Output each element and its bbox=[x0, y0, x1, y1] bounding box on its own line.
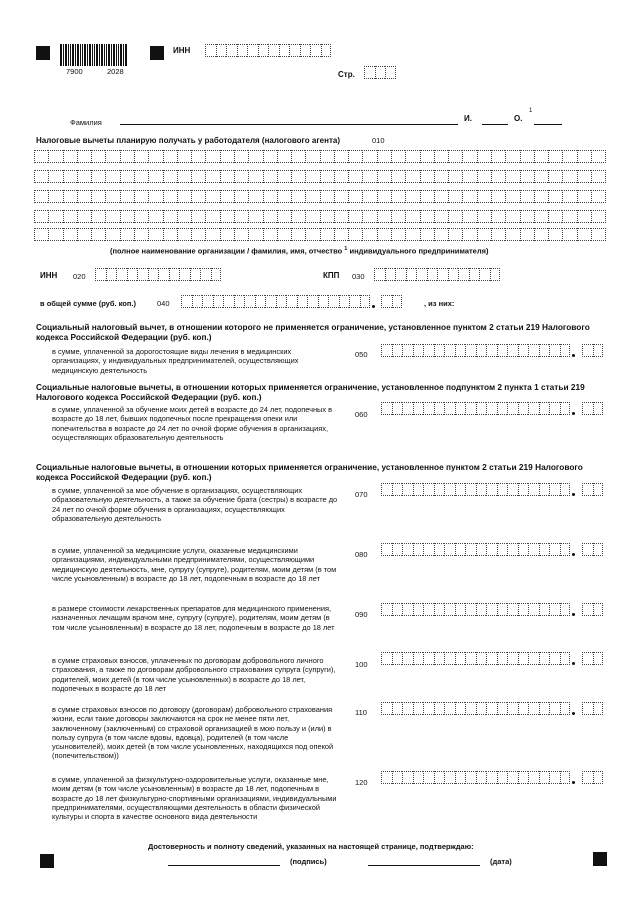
employer-name-row-1[interactable] bbox=[34, 150, 606, 163]
barcode bbox=[60, 44, 140, 66]
employer-name-row-5[interactable] bbox=[34, 228, 606, 241]
line-090-kopeks-cells[interactable] bbox=[582, 603, 603, 616]
total-amount-rubles-cells[interactable] bbox=[181, 295, 370, 308]
employer-kpp-cells[interactable] bbox=[374, 268, 500, 281]
employer-caption-text: (полное наименование организации / фамилия, имя, отчество bbox=[110, 246, 343, 256]
line-070-text: в сумме, уплаченной за мое обучение в организациях, осуществляющих образовательную деятельность, а также за обучение брата (сестры) в возрасте до 24 лет по очной форме обучения в организациях, осуществляющих образовательную деятельность bbox=[52, 486, 338, 523]
employer-name-row-4[interactable] bbox=[34, 210, 606, 223]
line-070-kopeks-cells[interactable] bbox=[582, 483, 603, 496]
line-070-decimal-point bbox=[572, 493, 575, 496]
line-100-code: 100 bbox=[355, 660, 368, 669]
registration-marker-top-left bbox=[36, 46, 50, 60]
total-amount-label: в общей сумме (руб. коп.) bbox=[40, 299, 136, 308]
line-080-text: в сумме, уплаченной за медицинские услуги, оказанные медицинскими организациями, индивидуальными предпринимателями, осуществляющими медицинскую деятельность, мне, супругу (супруге), родителям, моим детям (в том числе усыновленным) в возрасте до 18 лет, подопечным в возрасте до 18 лет bbox=[52, 546, 337, 583]
total-amount-decimal-point bbox=[372, 305, 375, 308]
line-080-rubles-cells[interactable] bbox=[381, 543, 570, 556]
line-100-kopeks-cells[interactable] bbox=[582, 652, 603, 665]
total-amount-tail: , из них: bbox=[424, 299, 455, 308]
registration-marker-top-mid bbox=[150, 46, 164, 60]
barcode-number-left: 7900 bbox=[66, 67, 83, 76]
employer-name-row-3[interactable] bbox=[34, 190, 606, 203]
line-110-text: в сумме страховых взносов по договору (договорам) добровольного страхования жизни, если такие договоры заключаются на срок не менее пяти лет, заключенному (заключенным) со страховой организацией в мою пользу и (или) в пользу супруга (в том числе вдовы, вдовца), родителей (в том числе усыновителей), моих детей (в том числе усыновленных, находящихся под опекой (попечительством)) bbox=[52, 705, 334, 761]
section-2-title: Социальные налоговые вычеты, в отношении которых применяется ограничение, установленное подпунктом 2 пункта 1 статьи 219 Налогового кодекса Российской Федерации (руб. коп.) bbox=[36, 382, 585, 402]
line-090-text: в размере стоимости лекарственных препаратов для медицинского применения, назначенных лечащим врачом мне, супругу (супруге), родителям, моим детям (в том числе усыновленным) в возрасте до 18 лет, подопечным в возрасте до 18 лет bbox=[52, 604, 335, 632]
registration-marker-bottom-right bbox=[593, 852, 607, 866]
page-number-label: Стр. bbox=[338, 70, 355, 79]
line-060-rubles-cells[interactable] bbox=[381, 402, 570, 415]
registration-marker-bottom-left bbox=[40, 854, 54, 868]
line-090-code: 090 bbox=[355, 610, 368, 619]
line-070-rubles-cells[interactable] bbox=[381, 483, 570, 496]
initial-o-field[interactable] bbox=[534, 124, 562, 125]
signature-field[interactable] bbox=[168, 865, 280, 866]
employer-inn-cells[interactable] bbox=[95, 268, 221, 281]
line-110-kopeks-cells[interactable] bbox=[582, 702, 603, 715]
line-080-kopeks-cells[interactable] bbox=[582, 543, 603, 556]
line-100-rubles-cells[interactable] bbox=[381, 652, 570, 665]
initial-footnote: 1 bbox=[529, 108, 533, 114]
header-inn-label: ИНН bbox=[173, 46, 191, 55]
initial-i-label: И. bbox=[464, 114, 472, 123]
date-field[interactable] bbox=[368, 865, 480, 866]
line-060-kopeks-cells[interactable] bbox=[582, 402, 603, 415]
line-100-decimal-point bbox=[572, 662, 575, 665]
line-120-decimal-point bbox=[572, 781, 575, 784]
line-060-decimal-point bbox=[572, 412, 575, 415]
line-090-rubles-cells[interactable] bbox=[381, 603, 570, 616]
line-050-text: в сумме, уплаченной за дорогостоящие виды лечения в медицинских организациях, у индивидуальных предпринимателей, осуществляющих медицинскую деятельность bbox=[52, 347, 299, 375]
employer-kpp-code: 030 bbox=[352, 272, 365, 281]
confirmation-statement: Достоверность и полноту сведений, указанных на настоящей странице, подтверждаю: bbox=[148, 842, 474, 851]
surname-field[interactable] bbox=[120, 124, 458, 125]
header-inn-cells[interactable] bbox=[205, 44, 331, 57]
line-110-rubles-cells[interactable] bbox=[381, 702, 570, 715]
line-120-rubles-cells[interactable] bbox=[381, 771, 570, 784]
employer-intro-text: Налоговые вычеты планирую получать у работодателя (налогового агента) bbox=[36, 136, 340, 145]
line-090-decimal-point bbox=[572, 613, 575, 616]
line-120-kopeks-cells[interactable] bbox=[582, 771, 603, 784]
line-080-decimal-point bbox=[572, 553, 575, 556]
employer-caption-tail: индивидуального предпринимателя) bbox=[349, 246, 489, 256]
total-amount-code: 040 bbox=[157, 299, 170, 308]
signature-label: (подпись) bbox=[290, 857, 327, 866]
line-060-text: в сумме, уплаченной за обучение моих детей в возрасте до 24 лет, подопечных в возрасте до 18 лет, бывших подопечных после прекращения опеки или попечительства в возрасте до 24 лет по очной форме обучения в организациях, осуществляющих образовательную деятельность bbox=[52, 405, 333, 442]
barcode-number-right: 2028 bbox=[107, 67, 124, 76]
initial-o-label: О. bbox=[514, 114, 523, 123]
line-050-code: 050 bbox=[355, 350, 368, 359]
line-100-text: в сумме страховых взносов, уплаченных по договорам добровольного личного страхования, а также по договорам добровольного страхования супруга (супруги), родителей, моих детей (в том числе усыновленных) в возрасте до 18 лет, подопечных в возрасте до 18 лет bbox=[52, 656, 336, 693]
employer-inn-label: ИНН bbox=[40, 271, 58, 280]
line-120-code: 120 bbox=[355, 778, 368, 787]
employer-kpp-label: КПП bbox=[323, 271, 340, 280]
employer-caption bbox=[110, 245, 488, 256]
employer-intro-code: 010 bbox=[372, 136, 385, 145]
employer-name-row-2[interactable] bbox=[34, 170, 606, 183]
section-3-title: Социальные налоговые вычеты, в отношении которых применяется ограничение, установленное пунктом 2 статьи 219 Налогового кодекса Российской Федерации (руб. коп.) bbox=[36, 462, 583, 482]
employer-caption-footnote: 1 bbox=[344, 246, 348, 252]
line-050-kopeks-cells[interactable] bbox=[582, 344, 603, 357]
line-110-code: 110 bbox=[355, 708, 367, 717]
line-110-decimal-point bbox=[572, 712, 575, 715]
line-070-code: 070 bbox=[355, 490, 368, 499]
line-120-text: в сумме, уплаченной за физкультурно-оздоровительные услуги, оказанные мне, моим детям (в том числе усыновленным) в возрасте до 18 лет, подопечным в возрасте до 18 лет физкультурно-спортивными организациями, индивидуальными предпринимателями, осуществляющими деятельность в области физической культуры и спорта в качестве основного вида деятельности bbox=[52, 775, 337, 822]
employer-inn-code: 020 bbox=[73, 272, 86, 281]
initial-i-field[interactable] bbox=[482, 124, 508, 125]
date-label: (дата) bbox=[490, 857, 512, 866]
line-050-rubles-cells[interactable] bbox=[381, 344, 570, 357]
page-number-cells[interactable] bbox=[364, 66, 396, 79]
surname-label: Фамилия bbox=[70, 118, 102, 127]
section-1-title: Социальный налоговый вычет, в отношении которого не применяется ограничение, установленное пунктом 2 статьи 219 Налогового кодекса Российской Федерации (руб. коп.) bbox=[36, 322, 590, 342]
line-080-code: 080 bbox=[355, 550, 368, 559]
line-050-decimal-point bbox=[572, 354, 575, 357]
line-060-code: 060 bbox=[355, 410, 368, 419]
total-amount-kopeks-cells[interactable] bbox=[381, 295, 402, 308]
